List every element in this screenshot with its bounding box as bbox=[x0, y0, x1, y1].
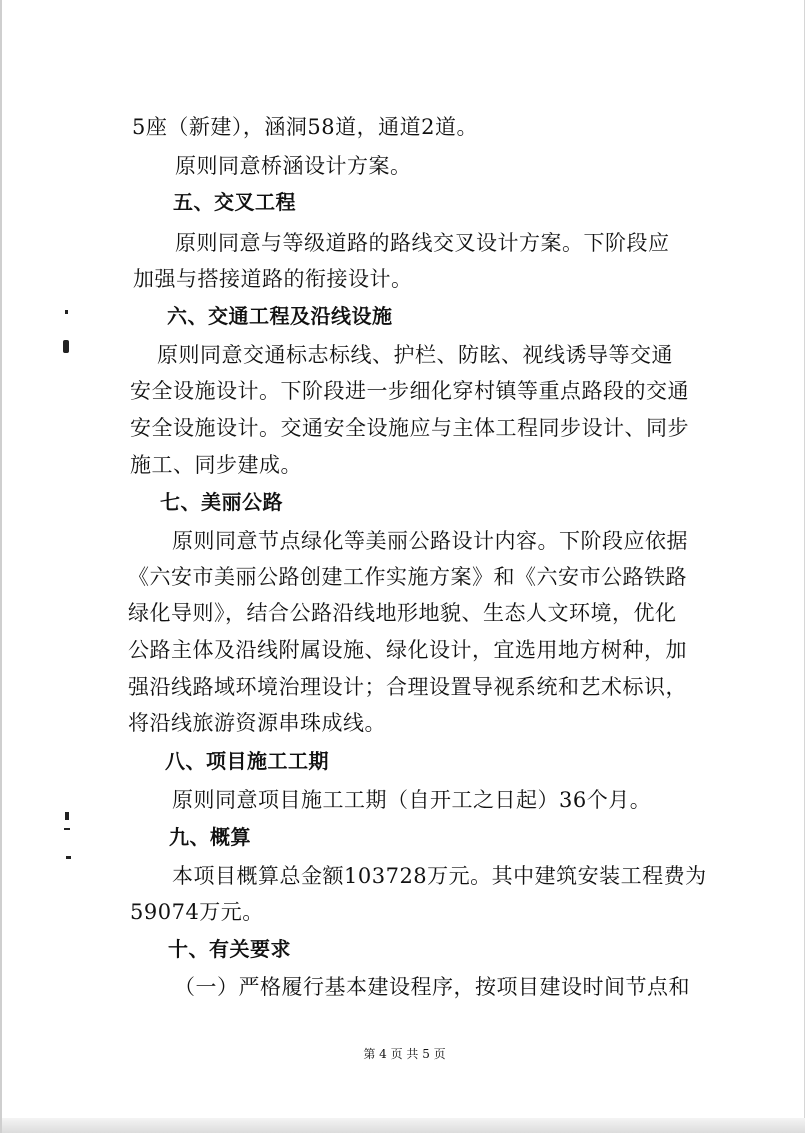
body-line: 安全设施设计。下阶段进一步细化穿村镇等重点路段的交通 bbox=[130, 379, 689, 403]
page-footer: 第 4 页 共 5 页 bbox=[363, 1047, 446, 1061]
body-line: 原则同意桥涵设计方案。 bbox=[175, 154, 412, 178]
body-line: 本项目概算总金额103728万元。其中建筑安装工程费为 bbox=[172, 864, 707, 888]
body-line: 59074万元。 bbox=[130, 900, 264, 924]
body-line: （一）严格履行基本建设程序，按项目建设时间节点和 bbox=[174, 975, 690, 999]
body-line: 施工、同步建成。 bbox=[130, 453, 302, 477]
body-line: 原则同意项目施工工期（自开工之日起）36个月。 bbox=[172, 788, 652, 812]
body-line: 公路主体及沿线附属设施、绿化设计，宜选用地方树种，加 bbox=[128, 638, 687, 662]
body-line: 原则同意交通标志标线、护栏、防眩、视线诱导等交通 bbox=[157, 343, 673, 367]
body-line: 绿化导则》，结合公路沿线地形地貌、生态人文环境，优化 bbox=[128, 601, 677, 625]
body-line: 强沿线路域环境治理设计；合理设置导视系统和艺术标识， bbox=[128, 675, 687, 699]
body-line: 将沿线旅游资源串珠成线。 bbox=[128, 711, 386, 735]
body-line: 原则同意与等级道路的路线交叉设计方案。下阶段应 bbox=[175, 231, 670, 255]
body-line: 加强与搭接道路的衔接设计。 bbox=[133, 267, 413, 291]
scan-mark bbox=[64, 828, 70, 830]
scan-mark bbox=[63, 340, 69, 353]
section-heading: 七、美丽公路 bbox=[160, 490, 283, 514]
section-heading: 六、交通工程及沿线设施 bbox=[167, 304, 393, 328]
body-line: 5座（新建），涵洞58道，通道2道。 bbox=[132, 115, 478, 139]
scan-bottom-edge bbox=[2, 1118, 805, 1133]
section-heading: 五、交叉工程 bbox=[173, 190, 296, 214]
scan-mark bbox=[65, 310, 68, 314]
section-heading: 十、有关要求 bbox=[168, 937, 291, 961]
scan-mark bbox=[66, 856, 71, 859]
body-line: 《六安市美丽公路创建工作实施方案》和《六安市公路铁路 bbox=[128, 565, 687, 589]
section-heading: 八、项目施工工期 bbox=[165, 749, 329, 773]
body-line: 原则同意节点绿化等美丽公路设计内容。下阶段应依据 bbox=[172, 529, 688, 553]
scan-mark bbox=[65, 812, 69, 820]
section-heading: 九、概算 bbox=[169, 825, 251, 849]
body-line: 安全设施设计。交通安全设施应与主体工程同步设计、同步 bbox=[130, 416, 689, 440]
